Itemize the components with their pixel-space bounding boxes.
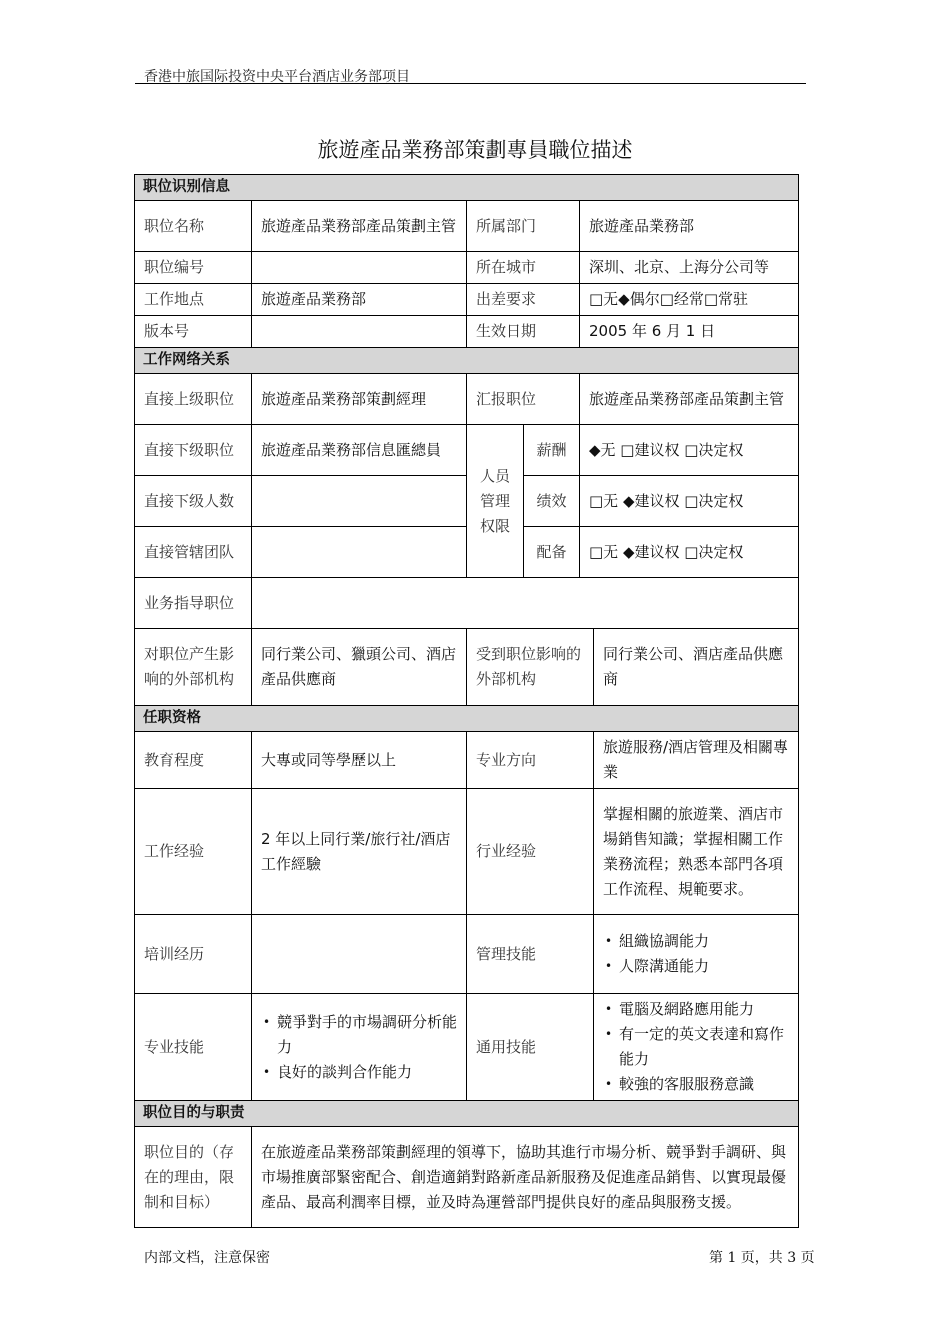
value-superior: 旅遊產品業務部策劃經理 bbox=[252, 374, 467, 425]
value-training bbox=[252, 915, 467, 994]
value-external-affecting: 同行業公司、獵頭公司、酒店產品供應商 bbox=[252, 629, 467, 706]
label-subordinate-count: 直接下级人数 bbox=[135, 476, 252, 527]
label-guide-position: 业务指导职位 bbox=[135, 578, 252, 629]
label-industry-experience: 行业经验 bbox=[467, 789, 594, 915]
value-management-skills bbox=[594, 915, 799, 994]
list-item: • 較強的客服服務意識 bbox=[619, 1072, 789, 1097]
footer-confidential: 内部文档，注意保密 bbox=[144, 1250, 270, 1266]
value-professional-skills bbox=[252, 994, 467, 1101]
value-city: 深圳、北京、上海分公司等 bbox=[580, 252, 799, 284]
page-title: 旅遊產品業務部策劃專員職位描述 bbox=[317, 138, 633, 162]
value-report-to: 旅遊產品業務部產品策劃主管 bbox=[580, 374, 799, 425]
value-purpose: 在旅遊產品業務部策劃經理的領導下，協助其進行市場分析、競爭對手調研、與市場推廣部緊密配合、創造適銷對路新產品新服務及促進產品銷售、以實現最優產品、最高利潤率目標，並及時為運營部門提供良好的產品與服務支援。 bbox=[252, 1127, 799, 1228]
list-item: • 組織協調能力 bbox=[619, 929, 789, 954]
value-subordinate-count bbox=[252, 476, 467, 527]
footer-page-number: 第 1 页，共 3 页 bbox=[709, 1250, 815, 1266]
list-item: • 有一定的英文表達和寫作能力 bbox=[619, 1022, 789, 1072]
label-external-affected: 受到职位影响的外部机构 bbox=[467, 629, 594, 706]
value-position-code bbox=[252, 252, 467, 284]
value-version bbox=[252, 316, 467, 348]
label-travel: 出差要求 bbox=[467, 284, 580, 316]
label-general-skills: 通用技能 bbox=[467, 994, 594, 1101]
label-city: 所在城市 bbox=[467, 252, 580, 284]
value-salary: ◆无 □建议权 □决定权 bbox=[580, 425, 799, 476]
label-work-experience: 工作经验 bbox=[135, 789, 252, 915]
value-travel: □无◆偶尔□经常□常驻 bbox=[580, 284, 799, 316]
label-training: 培训经历 bbox=[135, 915, 252, 994]
value-effective-date: 2005 年 6 月 1 日 bbox=[580, 316, 799, 348]
list-item: • 電腦及網路應用能力 bbox=[619, 997, 789, 1022]
label-position-name: 职位名称 bbox=[135, 201, 252, 252]
list-item: • 人際溝通能力 bbox=[619, 954, 789, 979]
value-external-affected: 同行業公司、酒店產品供應商 bbox=[594, 629, 799, 706]
label-department: 所属部门 bbox=[467, 201, 580, 252]
label-performance: 绩效 bbox=[524, 476, 580, 527]
label-position-code: 职位编号 bbox=[135, 252, 252, 284]
value-guide-position bbox=[252, 578, 799, 629]
value-general-skills bbox=[594, 994, 799, 1101]
section-identity: 职位识别信息 bbox=[135, 175, 799, 201]
header-rule bbox=[135, 83, 806, 84]
value-work-experience: 2 年以上同行業/旅行社/酒店工作經驗 bbox=[252, 789, 467, 915]
section-network: 工作网络关系 bbox=[135, 348, 799, 374]
job-description-table bbox=[134, 174, 799, 1228]
header-project: 香港中旅国际投资中央平台酒店业务部项目 bbox=[144, 69, 410, 85]
section-purpose: 职位目的与职责 bbox=[135, 1101, 799, 1127]
value-subordinate: 旅遊產品業務部信息匯總員 bbox=[252, 425, 467, 476]
label-effective-date: 生效日期 bbox=[467, 316, 580, 348]
list-item: • 良好的談判合作能力 bbox=[277, 1060, 457, 1085]
label-staff-authority: 人员管理权限 bbox=[467, 425, 524, 578]
label-education: 教育程度 bbox=[135, 732, 252, 789]
label-superior: 直接上级职位 bbox=[135, 374, 252, 425]
label-major: 专业方向 bbox=[467, 732, 594, 789]
label-version: 版本号 bbox=[135, 316, 252, 348]
label-staffing: 配备 bbox=[524, 527, 580, 578]
value-work-location: 旅遊產品業務部 bbox=[252, 284, 467, 316]
label-team: 直接管辖团队 bbox=[135, 527, 252, 578]
value-industry-experience: 掌握相關的旅遊業、酒店市場銷售知識；掌握相關工作業務流程；熟悉本部門各項工作流程、規範要求。 bbox=[594, 789, 799, 915]
label-subordinate: 直接下级职位 bbox=[135, 425, 252, 476]
label-management-skills: 管理技能 bbox=[467, 915, 594, 994]
value-staffing: □无 ◆建议权 □决定权 bbox=[580, 527, 799, 578]
label-external-affecting: 对职位产生影响的外部机构 bbox=[135, 629, 252, 706]
value-education: 大專或同等學歷以上 bbox=[252, 732, 467, 789]
value-position-name: 旅遊產品業務部產品策劃主管 bbox=[252, 201, 467, 252]
label-work-location: 工作地点 bbox=[135, 284, 252, 316]
value-major: 旅遊服務/酒店管理及相關專業 bbox=[594, 732, 799, 789]
list-item: • 競爭對手的市場調研分析能力 bbox=[277, 1010, 457, 1060]
value-performance: □无 ◆建议权 □决定权 bbox=[580, 476, 799, 527]
label-purpose: 职位目的（存在的理由，限制和目标） bbox=[135, 1127, 252, 1228]
value-team bbox=[252, 527, 467, 578]
section-qualification: 任职资格 bbox=[135, 706, 799, 732]
label-salary: 薪酬 bbox=[524, 425, 580, 476]
label-professional-skills: 专业技能 bbox=[135, 994, 252, 1101]
value-department: 旅遊產品業務部 bbox=[580, 201, 799, 252]
label-report-to: 汇报职位 bbox=[467, 374, 580, 425]
